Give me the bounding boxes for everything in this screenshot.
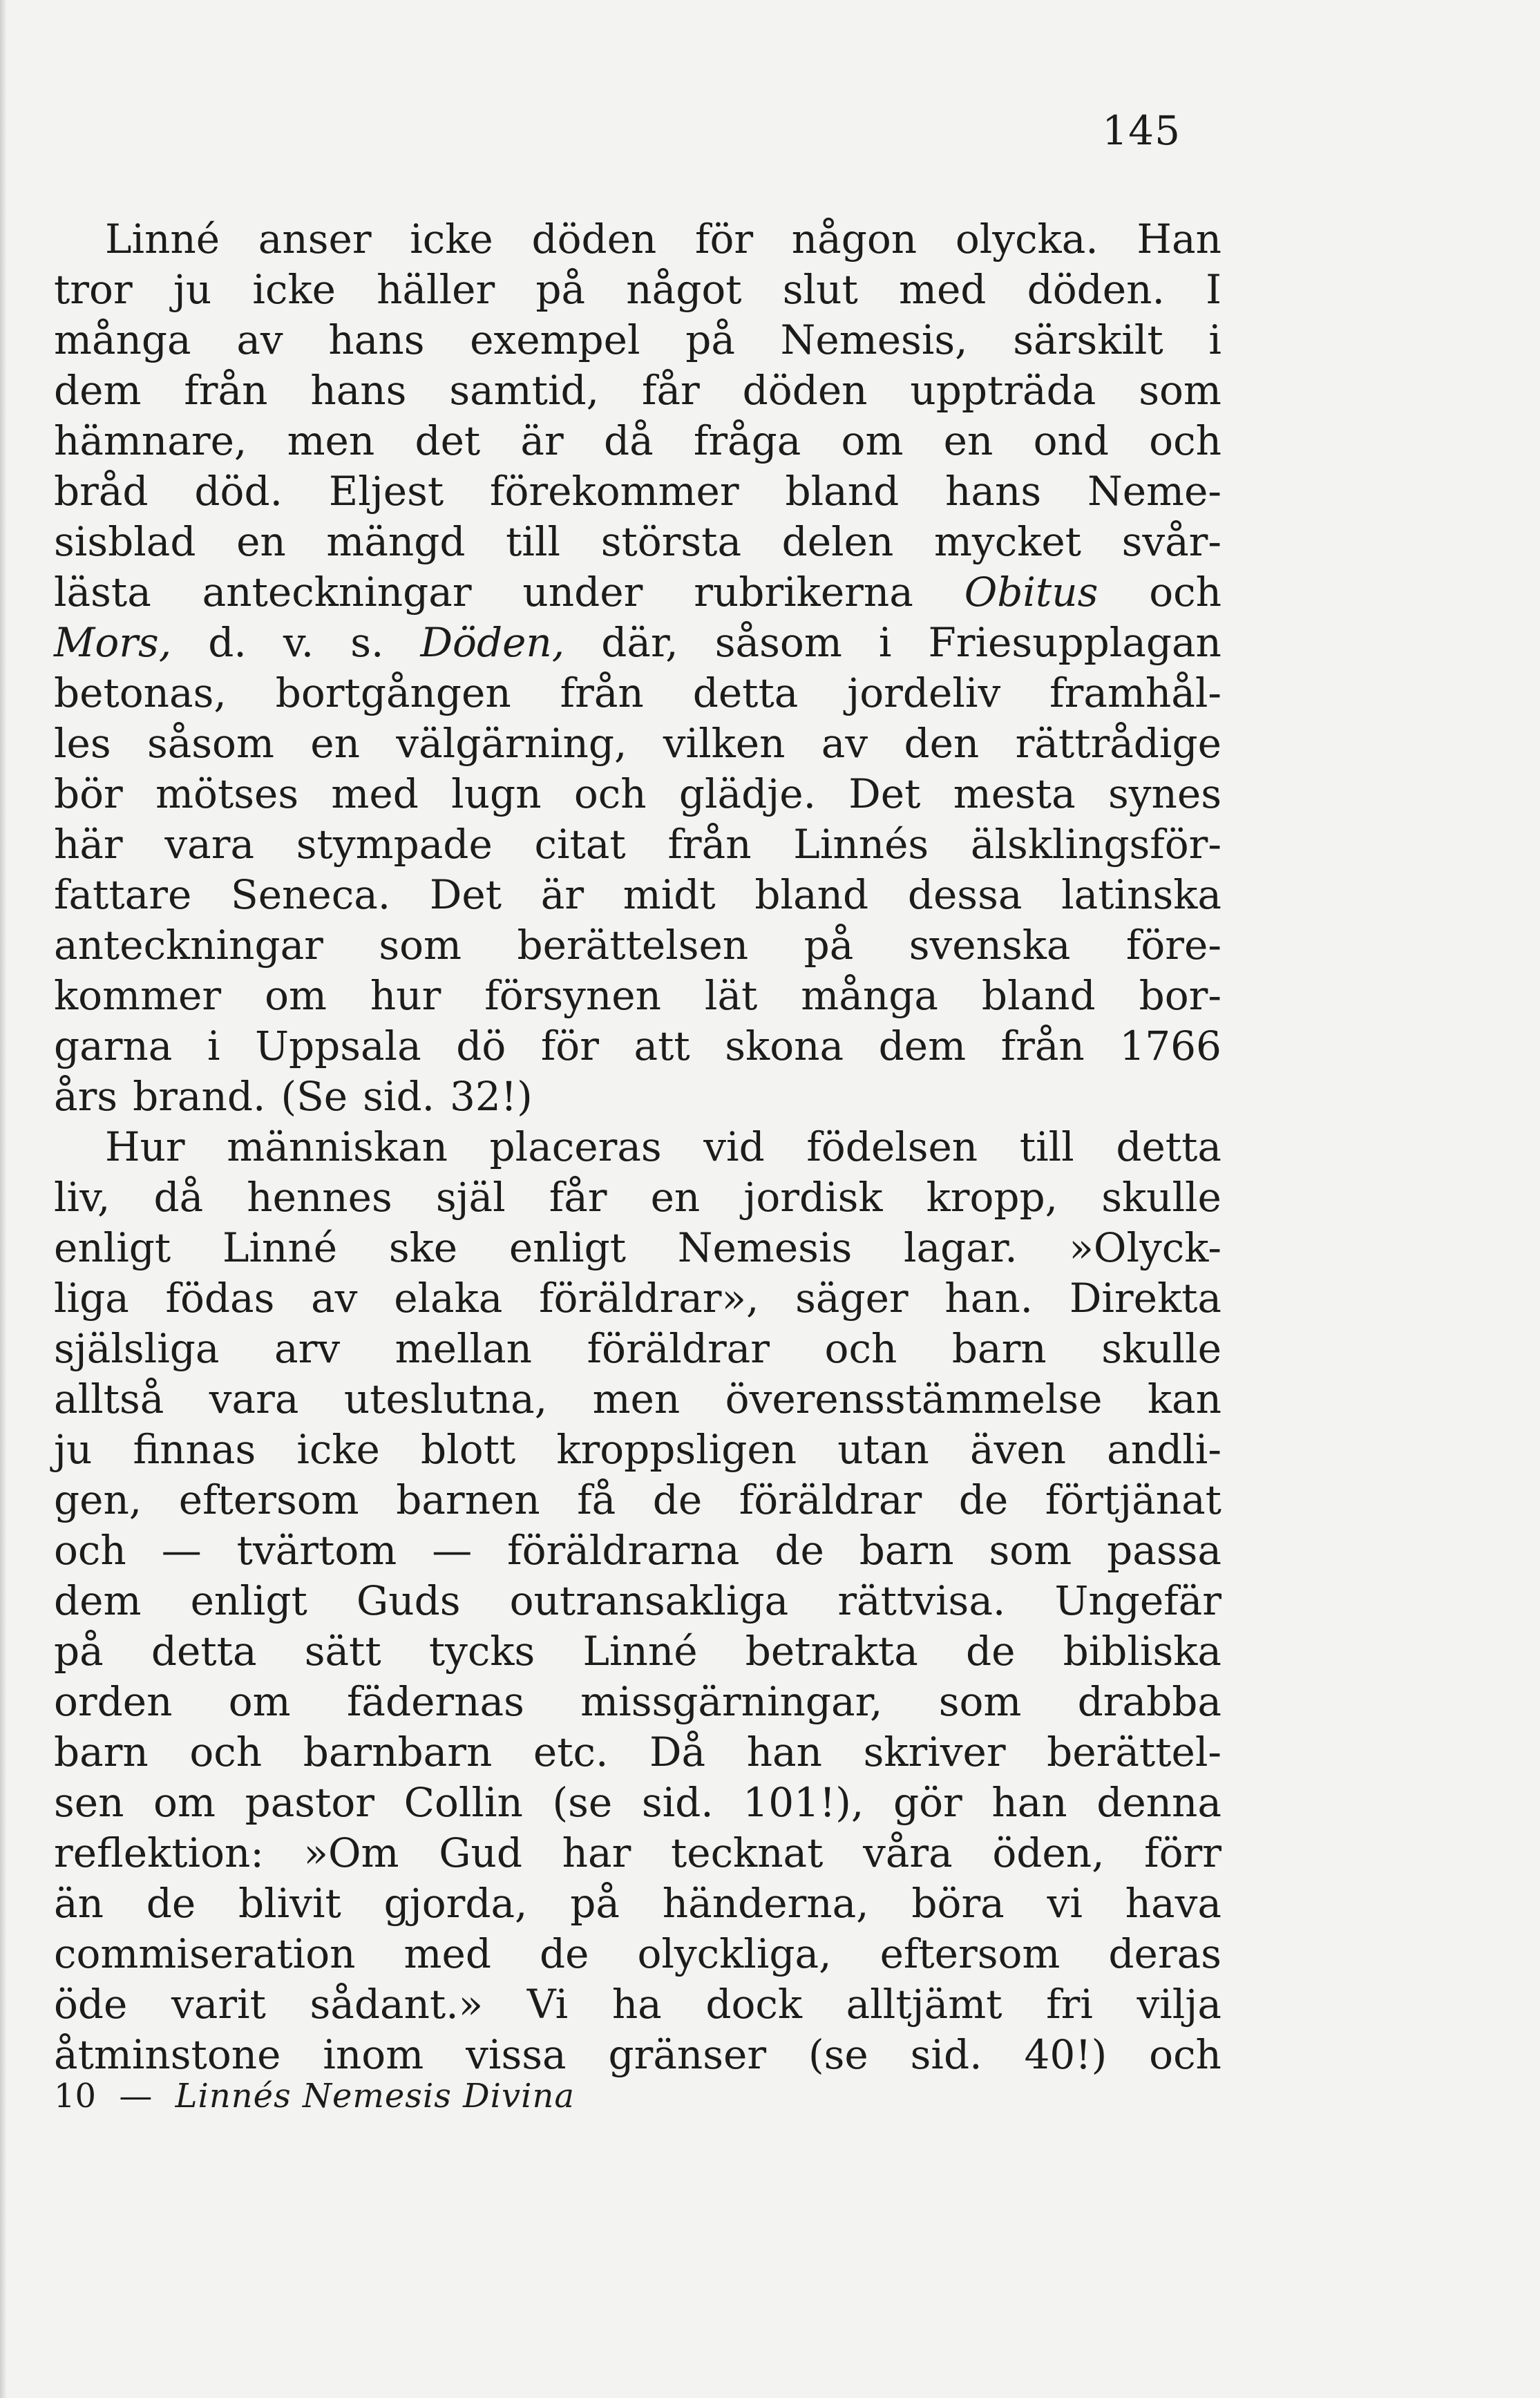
text-line: gen, eftersom barnen få de föräldrar de förtjänat — [54, 1476, 1221, 1523]
text-line: och — tvärtom — föräldrarna de barn som passa — [54, 1527, 1221, 1574]
text-line: reflektion: »Om Gud har tecknat våra öden, förr — [54, 1829, 1221, 1876]
text-line: här vara stympade citat från Linnés älsklingsför- — [54, 821, 1221, 868]
text-line: orden om fädernas missgärningar, som drabba — [54, 1678, 1221, 1725]
text-line: enligt Linné ske enligt Nemesis lagar. »Olyck- — [54, 1224, 1221, 1271]
text-line: betonas, bortgången från detta jordeliv framhål- — [54, 669, 1221, 716]
text-line: sen om pastor Collin (se sid. 101!), gör han denna — [54, 1779, 1221, 1826]
text-line: liga födas av elaka föräldrar», säger han. Direkta — [54, 1275, 1221, 1322]
text-line: lästa anteckningar under rubrikerna Obitus och — [54, 569, 1221, 616]
text-line: års brand. (Se sid. 32!) — [54, 1073, 533, 1120]
text-line: Hur människan placeras vid födelsen till detta — [105, 1123, 1221, 1170]
text-line: liv, då hennes själ får en jordisk kropp, skulle — [54, 1174, 1221, 1221]
text-line: kommer om hur försynen lät många bland bor- — [54, 972, 1221, 1019]
page-number: 145 — [1102, 107, 1181, 154]
text-line: själsliga arv mellan föräldrar och barn skulle — [54, 1325, 1221, 1372]
text-line: Linné anser icke döden för någon olycka. Han — [105, 216, 1221, 263]
text-line: commiseration med de olyckliga, eftersom deras — [54, 1930, 1221, 1977]
signature-dash: — — [119, 2077, 153, 2115]
text-line: på detta sätt tycks Linné betrakta de bibliska — [54, 1628, 1221, 1675]
text-line: anteckningar som berättelsen på svenska före- — [54, 922, 1221, 969]
text-line: les såsom en välgärning, vilken av den rättrådige — [54, 720, 1221, 767]
signature-title: Linnés Nemesis Divina — [175, 2077, 575, 2115]
text-line: garna i Uppsala dö för att skona dem från 1766 — [54, 1022, 1221, 1069]
text-line: hämnare, men det är då fråga om en ond och — [54, 417, 1221, 464]
text-line: ju finnas icke blott kroppsligen utan även andli- — [54, 1426, 1221, 1473]
text-line: fattare Seneca. Det är midt bland dessa latinska — [54, 871, 1221, 918]
body-text — [54, 214, 1221, 2080]
text-line: tror ju icke häller på något slut med döden. I — [54, 266, 1221, 313]
text-line: än de blivit gjorda, på händerna, böra vi hava — [54, 1880, 1221, 1927]
text-line: bör mötses med lugn och glädje. Det mesta synes — [54, 770, 1221, 817]
signature-number: 10 — [54, 2077, 97, 2115]
text-line: bråd död. Eljest förekommer bland hans Neme- — [54, 468, 1221, 515]
text-line: många av hans exempel på Nemesis, särskilt i — [54, 316, 1221, 363]
text-line: barn och barnbarn etc. Då han skriver berättel- — [54, 1729, 1221, 1776]
text-line: sisblad en mängd till största delen mycket svår- — [54, 518, 1221, 565]
text-line: åtminstone inom vissa gränser (se sid. 40!) och — [54, 2031, 1221, 2078]
text-line: Mors, d. v. s. Döden, där, såsom i Friesupplagan — [54, 619, 1221, 666]
text-line: öde varit sådant.» Vi ha dock alltjämt fri vilja — [54, 1981, 1221, 2028]
text-line: dem enligt Guds outransakliga rättvisa. Ungefär — [54, 1577, 1221, 1624]
text-line: alltså vara uteslutna, men överensstämmelse kan — [54, 1376, 1221, 1422]
text-line: dem från hans samtid, får döden uppträda som — [54, 367, 1221, 414]
page-edge-shadow — [0, 0, 7, 2398]
printer-signature — [54, 2077, 575, 2115]
